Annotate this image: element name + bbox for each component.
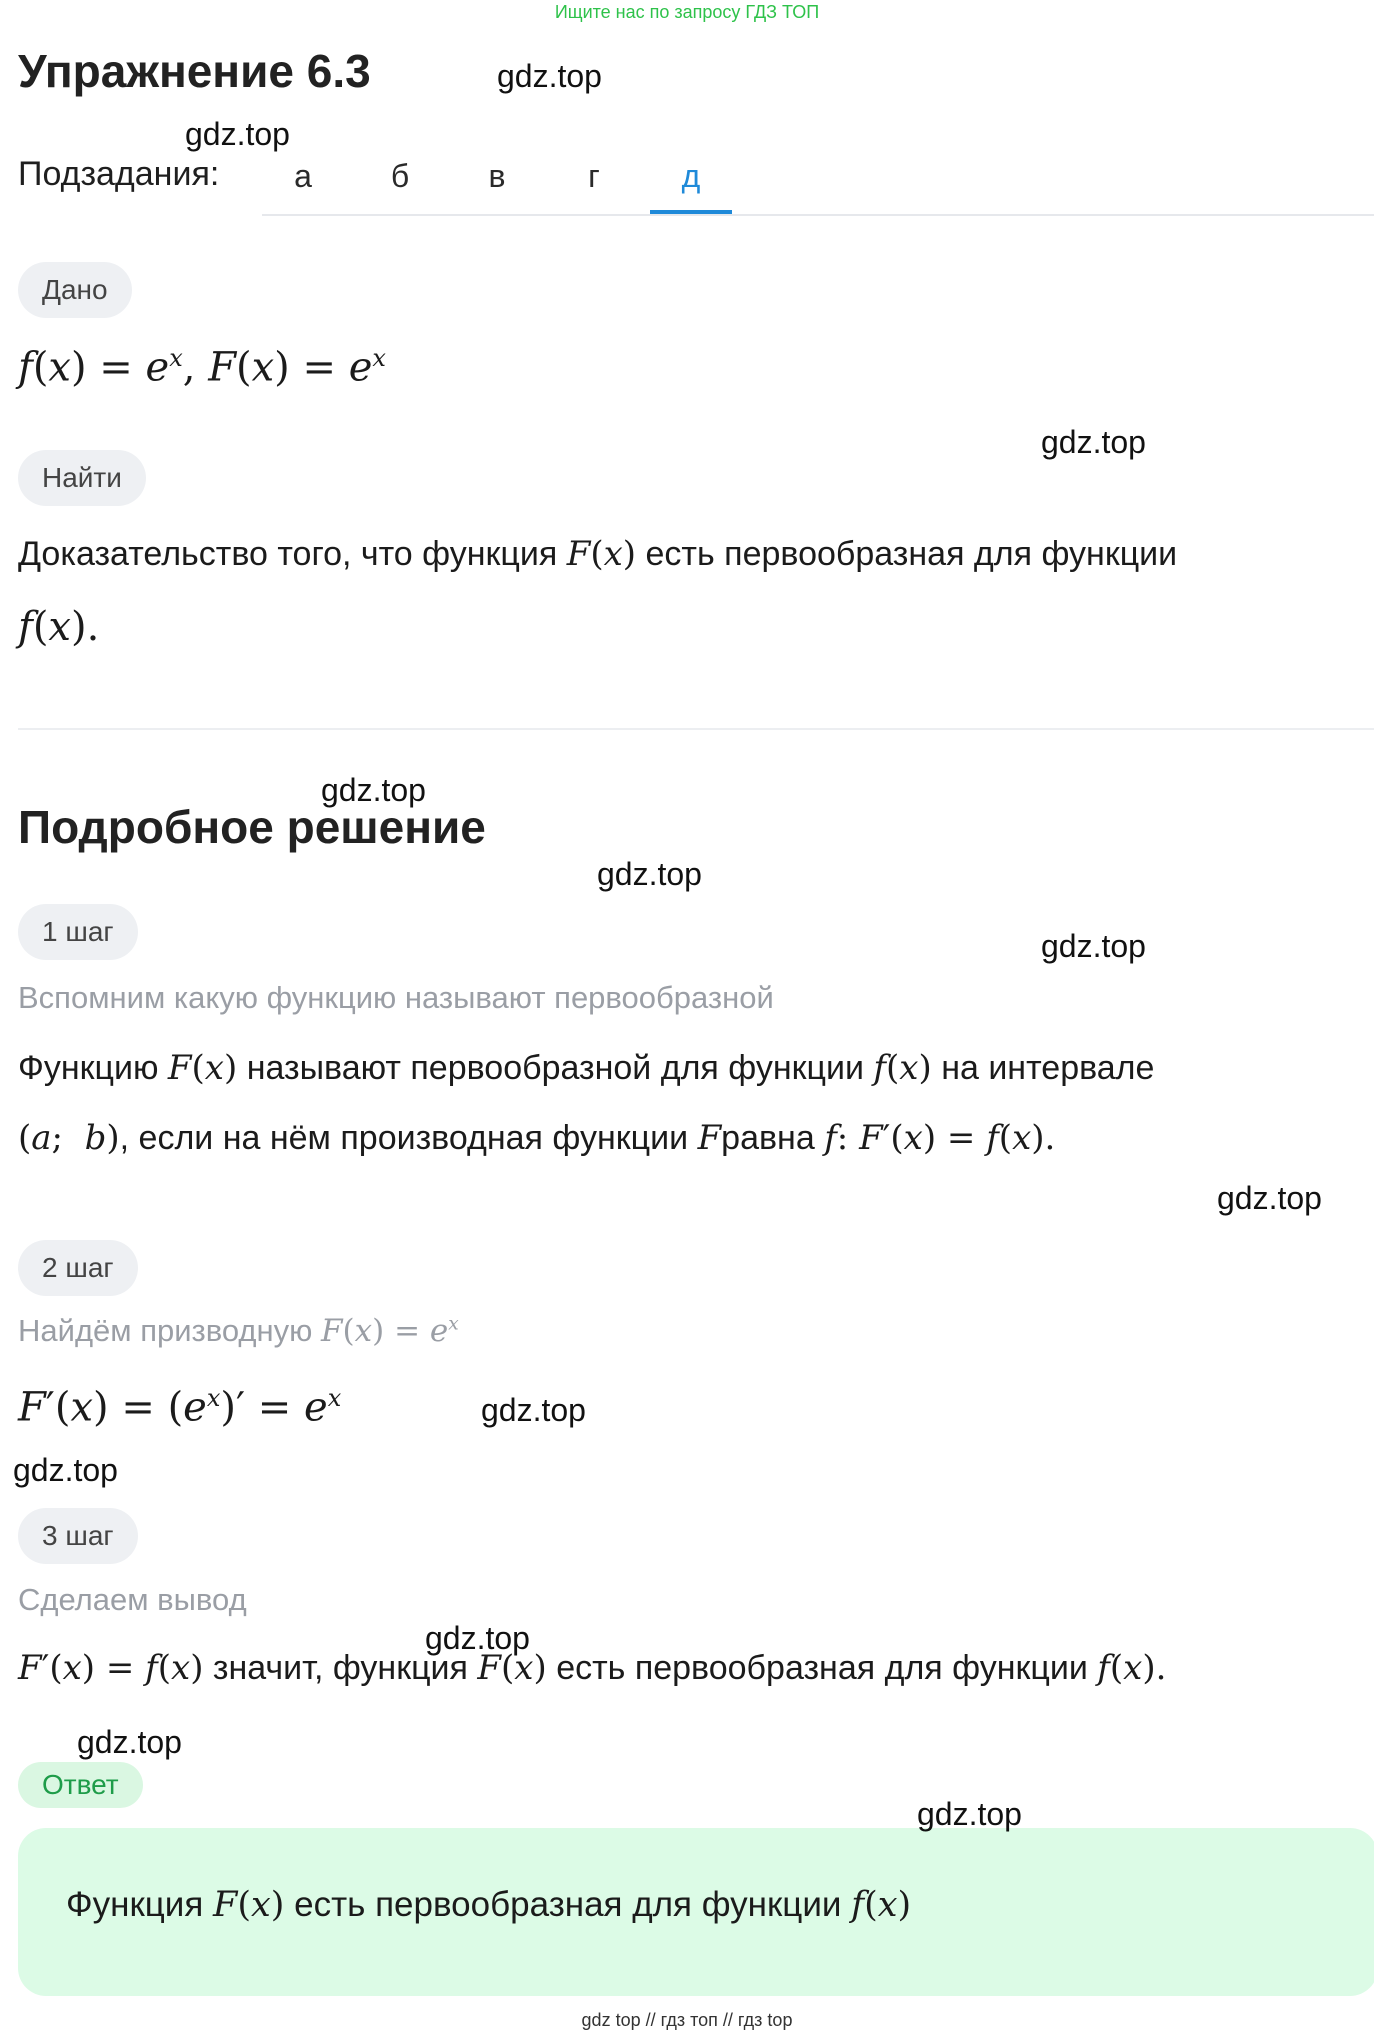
watermark: gdz.top bbox=[1041, 424, 1146, 460]
subtasks-label: Подзадания: bbox=[18, 155, 220, 193]
subtask-tabs bbox=[262, 150, 1374, 216]
section-divider bbox=[18, 728, 1374, 730]
given-badge: Дано bbox=[18, 262, 132, 318]
tab-b[interactable]: б bbox=[390, 158, 410, 194]
watermark: gdz.top bbox=[13, 1452, 118, 1488]
step2-badge: 2 шаг bbox=[18, 1240, 138, 1296]
step3-hint: Сделаем вывод bbox=[18, 1582, 247, 1617]
watermark: gdz.top bbox=[321, 772, 426, 808]
watermark: gdz.top bbox=[597, 856, 702, 892]
tab-g[interactable]: г bbox=[588, 158, 600, 194]
step2-formula: $F'(x) = (e^x)' = e^x$ bbox=[18, 1384, 342, 1431]
page-title: Упражнение 6.3 bbox=[18, 45, 371, 97]
watermark: gdz.top bbox=[497, 58, 602, 94]
watermark: gdz.top bbox=[185, 116, 290, 152]
footer: gdz top // гдз топ // гдз top bbox=[581, 2010, 793, 2030]
step1-hint: Вспомним какую функцию называют первообразной bbox=[18, 980, 774, 1015]
find-text-line1: Доказательство того, что функция F(x) есть первообразная для функции bbox=[18, 534, 1178, 574]
top-banner: Ищите нас по запросу ГДЗ ТОП bbox=[554, 2, 820, 22]
find-badge: Найти bbox=[18, 450, 146, 506]
given-formula: $f(x) = e^x$, $F(x) = e^x$ bbox=[18, 344, 386, 391]
find-text-line2: f(x). bbox=[18, 604, 100, 650]
watermark: gdz.top bbox=[425, 1620, 530, 1656]
watermark: gdz.top bbox=[917, 1796, 1022, 1832]
tab-v[interactable]: в bbox=[488, 158, 506, 194]
watermark: gdz.top bbox=[1041, 928, 1146, 964]
answer-text: Функция F(x) есть первообразная для функции f(x) bbox=[66, 1885, 912, 1925]
step1-badge: 1 шаг bbox=[18, 904, 138, 960]
watermark: gdz.top bbox=[1217, 1180, 1322, 1216]
step3-conclusion: F′(x) = f(x) значит, функция F(x) есть первообразная для функции f(x). bbox=[18, 1648, 1167, 1688]
tab-d[interactable]: д bbox=[650, 150, 732, 214]
tab-a[interactable]: а bbox=[294, 158, 312, 194]
answer-badge: Ответ bbox=[18, 1762, 143, 1808]
step1-line1: Функцию F(x) называют первообразной для функции f(x) на интервале bbox=[18, 1048, 1155, 1088]
step3-badge: 3 шаг bbox=[18, 1508, 138, 1564]
watermark: gdz.top bbox=[481, 1392, 586, 1428]
step1-line2: (a; b), если на нём производная функции Fравна f: F′(x) = f(x). bbox=[18, 1118, 1056, 1158]
solution-title: Подробное решение bbox=[18, 801, 486, 853]
watermark: gdz.top bbox=[77, 1724, 182, 1760]
step2-hint: Найдём призводную $F(x) = e^x$ bbox=[18, 1313, 459, 1349]
